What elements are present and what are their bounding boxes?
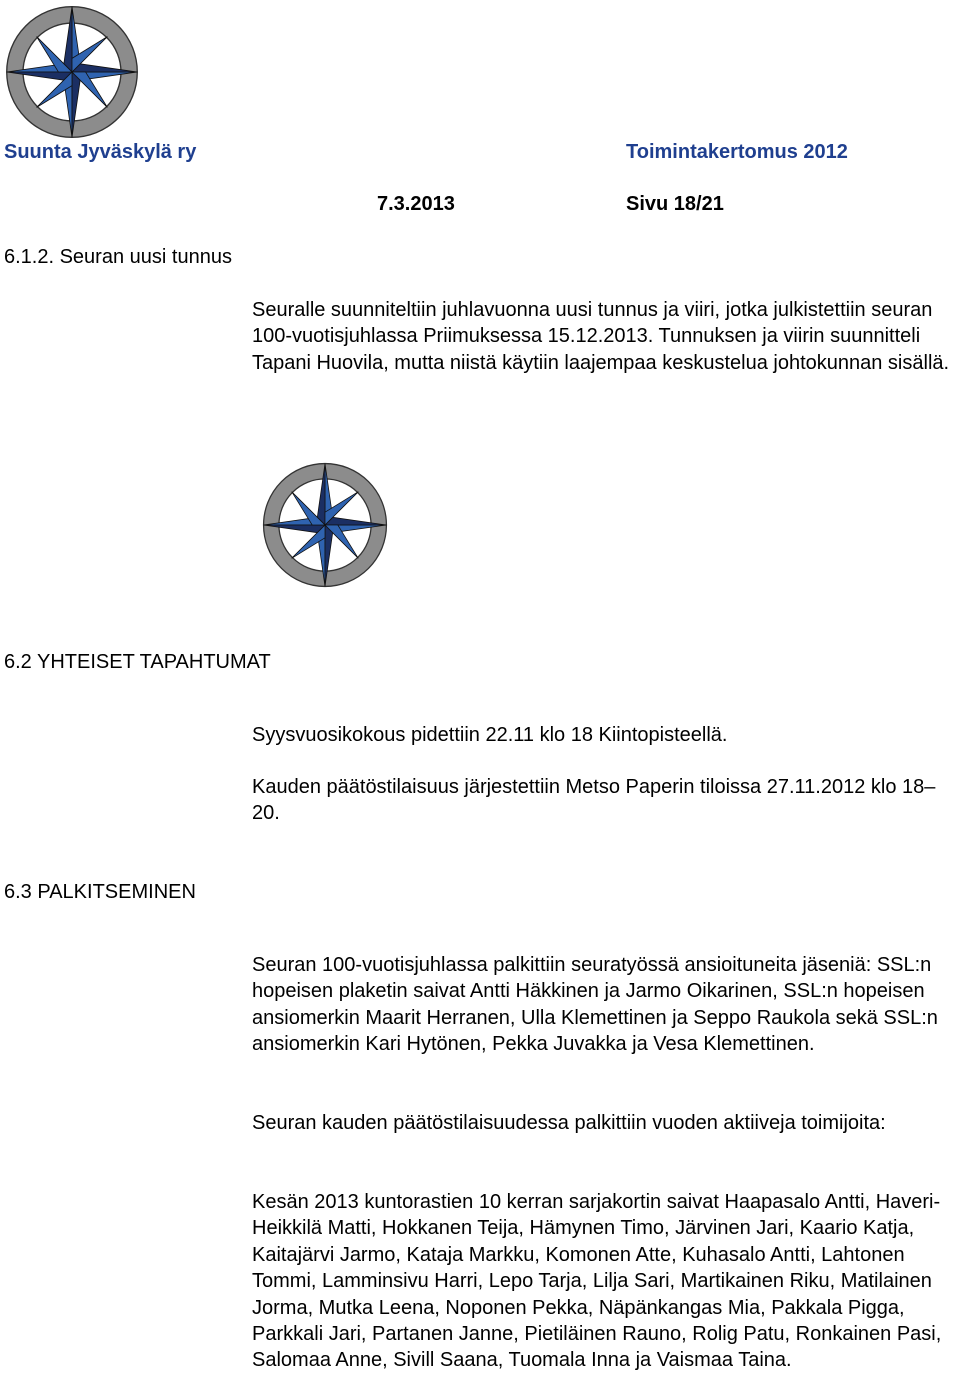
page-number: Sivu 18/21: [626, 193, 724, 215]
paragraph-text: Kesän 2013 kuntorastien 10 kerran sarjakortin saivat Haapasalo Antti, Haveri-Heikkilä Matti, Hokkanen Teija, Hämynen Timo, Järvinen Jari, Kaario Katja, Kaitajärvi Jarmo, Kataja Markku, Komonen Atte, Kuhasalo Antti, Lahtonen Tommi, Lamminsivu Harri, Lepo Tarja, Lilja Sari, Martikainen Riku, Matilainen Jorma, Mutka Leena, Noponen Pekka, Näpänkangas Mia, Pakkala Pigga, Parkkali Jari, Partanen Janne, Pietiläinen Rauno, Rolig Patu, Ronkainen Pasi, Salomaa Anne, Sivill Saana, Tuomala Inna ja Vaismaa Taina.: [252, 1191, 942, 1372]
paragraph-text: Seuran 100-vuotisjuhlassa palkittiin seuratyössä ansioituneita jäseniä: SSL:n hopeisen plaketin saivat Antti Häkkinen ja Jarmo Oikarinen, SSL:n hopeisen ansiomerkin Maarit Herranen, Ulla Klemettinen ja Seppo Raukola sekä SSL:n ansiomerkin Kari Hytönen, Pekka Juvakka ja Vesa Klemettinen.: [252, 954, 938, 1056]
report-title: Toimintakertomus 2012: [626, 141, 848, 163]
section-6-3-paragraph-1: [252, 952, 956, 1058]
section-6-2-paragraph-1: [252, 722, 956, 748]
paragraph-text: Syysvuosikokous pidettiin 22.11 klo 18 Kiintopisteellä.: [252, 724, 728, 746]
section-6-2-paragraph-2: [252, 774, 956, 827]
compass-rose-logo-middle: [261, 461, 389, 589]
compass-rose-icon: [4, 4, 140, 140]
section-6-3-paragraph-3: [252, 1189, 956, 1374]
compass-rose-logo-top: [4, 4, 140, 140]
paragraph-text: Kauden päätöstilaisuus järjestettiin Metso Paperin tiloissa 27.11.2012 klo 18–20.: [252, 776, 936, 825]
report-date: 7.3.2013: [377, 193, 455, 215]
section-6-1-2-paragraph: [252, 297, 956, 376]
section-heading-6-2: 6.2 YHTEISET TAPAHTUMAT: [4, 651, 271, 673]
section-6-3-paragraph-2: [252, 1110, 956, 1136]
section-heading-6-1-2: 6.1.2. Seuran uusi tunnus: [4, 246, 232, 268]
compass-rose-icon: [261, 461, 389, 589]
section-heading-6-3: 6.3 PALKITSEMINEN: [4, 881, 196, 903]
organization-name: Suunta Jyväskylä ry: [4, 141, 197, 163]
paragraph-text: Seuran kauden päätöstilaisuudessa palkittiin vuoden aktiiveja toimijoita:: [252, 1112, 886, 1134]
paragraph-text: Seuralle suunniteltiin juhlavuonna uusi tunnus ja viiri, jotka julkistettiin seuran 100-vuotisjuhlassa Priimuksessa 15.12.2013. Tunnuksen ja viirin suunnitteli Tapani Huovila, mutta niistä käytiin laajempaa keskustelua johtokunnan sisällä.: [252, 299, 950, 374]
